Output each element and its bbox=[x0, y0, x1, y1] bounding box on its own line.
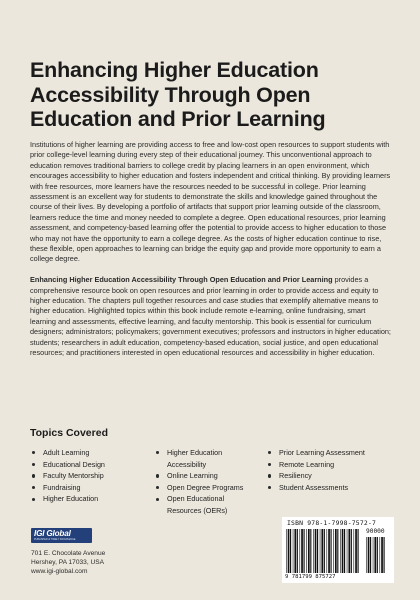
barcode-bar bbox=[324, 529, 325, 573]
barcode-bar bbox=[301, 529, 303, 573]
topics-column-1 bbox=[32, 447, 105, 505]
barcode-bar bbox=[358, 529, 359, 573]
barcode-bar bbox=[300, 529, 301, 573]
barcode-bar bbox=[374, 537, 376, 573]
topic-item bbox=[32, 470, 105, 482]
barcode-bar bbox=[313, 529, 314, 573]
topic-label: Open Degree Programs bbox=[167, 482, 244, 492]
topic-item bbox=[32, 459, 105, 471]
bullet-icon bbox=[32, 486, 35, 489]
topic-label: Resiliency bbox=[279, 471, 312, 481]
topic-label: Adult Learning bbox=[43, 448, 90, 457]
barcode-bar bbox=[317, 529, 318, 573]
topic-item bbox=[156, 482, 243, 494]
bullet-icon bbox=[268, 474, 271, 477]
barcode-bar bbox=[354, 529, 355, 573]
topics-heading: Topics Covered bbox=[30, 427, 108, 439]
topic-label: Prior Learning Assessment bbox=[279, 448, 365, 457]
barcode-bar bbox=[310, 529, 311, 573]
logo-tagline: PUBLISHER of TIMELY KNOWLEDGE bbox=[34, 538, 76, 541]
topic-label: Higher Education bbox=[43, 494, 99, 504]
barcode-bar bbox=[308, 529, 310, 573]
website-link[interactable]: www.igi-global.com bbox=[31, 568, 88, 576]
barcode-bar bbox=[335, 529, 337, 573]
bullet-icon bbox=[32, 463, 35, 466]
barcode-bar bbox=[381, 537, 383, 573]
description-paragraph-2-text: provides a comprehensive resource book on open resources and prior learning in order to provide access and equity to higher education. The chapters pull together resources and case studies that exemplify alternative means to higher education. Highlighted topics within this book include remote e-learning, online fundraising, smart learning and assessments, effective learning, and faculty mentorship. This book is essential for curriculum designers; administrators; policymakers; government executives; professors and instructors in higher education; students; researchers in adult education, competency-based education, social justice, and open educational resources; and practitioners interested in open educational resources and accessibility in higher education. bbox=[30, 275, 391, 358]
publisher-logo bbox=[31, 528, 92, 543]
topic-label-continued: Resources (OERs) bbox=[167, 505, 228, 515]
address-line-1: 701 E. Chocolate Avenue bbox=[31, 550, 106, 557]
topic-item bbox=[32, 482, 105, 494]
topic-label: Open Educational bbox=[167, 494, 225, 504]
barcode-bar bbox=[315, 529, 317, 573]
barcode-bar bbox=[333, 529, 334, 573]
isbn-number: ISBN 978-1-7998-7572-7 bbox=[287, 519, 377, 527]
bullet-icon bbox=[156, 486, 159, 489]
barcode-bar bbox=[344, 529, 345, 573]
barcode-bar bbox=[306, 529, 307, 573]
description-paragraph-1: Institutions of higher learning are providing access to free and low-cost open resources to support students with prior college-level learning during every step of their educational journey. This unconventional approach to education removes traditional barriers to college credit by placing learners in an open environment, which encourages accessibility to higher education and fosters independent and critical thinking. By providing learners with free resources, more learners have the resources needed to be successful in college. Prior learning assessment is an excellent way for students to demonstrate the skills and knowledge gained throughout the course of their lives. By developing a portfolio of artifacts that support prior learning outside of the classroom, learners reduce the time and money needed to complete a degree. Open educational resources, prior learning assessment, and competency-based learning offer the potential to provide access to higher education to those who may not have the opportunity to earn a college degree. As the costs of higher education continue to rise, these flexible, open approaches to learning can bridge the equity gap and provide more opportunity to earn a college degree. bbox=[30, 140, 391, 264]
barcode-bar bbox=[348, 529, 350, 573]
topic-item bbox=[32, 447, 105, 459]
barcode-bar bbox=[384, 537, 385, 573]
topic-item bbox=[156, 470, 243, 482]
book-description bbox=[30, 140, 392, 359]
barcode-bar bbox=[342, 529, 344, 573]
topic-item bbox=[156, 493, 243, 516]
barcode-bar bbox=[340, 529, 341, 573]
barcode-bar bbox=[294, 529, 296, 573]
topic-item bbox=[268, 459, 365, 471]
barcode-bar bbox=[370, 537, 371, 573]
topic-label: Online Learning bbox=[167, 471, 218, 481]
topic-item bbox=[268, 482, 365, 494]
publisher-address bbox=[31, 549, 105, 577]
topic-label: Student Assessments bbox=[279, 482, 349, 492]
addon-barcode-bars bbox=[366, 537, 388, 573]
title-line-2: Accessibility Through Open bbox=[30, 82, 311, 107]
topic-label: Educational Design bbox=[43, 459, 105, 469]
barcode-bar bbox=[377, 537, 378, 573]
bullet-icon bbox=[156, 451, 159, 454]
description-book-title: Enhancing Higher Education Accessibility Through Open Education and Prior Learning bbox=[30, 275, 333, 285]
bullet-icon bbox=[268, 463, 271, 466]
barcode-bar bbox=[355, 529, 357, 573]
topic-label-continued: Accessibility bbox=[167, 459, 207, 469]
barcode-bar bbox=[373, 537, 374, 573]
barcode-bar bbox=[337, 529, 338, 573]
barcode-bar bbox=[320, 529, 321, 573]
barcode-bar bbox=[366, 537, 367, 573]
ean-barcode-bars bbox=[286, 529, 360, 573]
title-line-1: Enhancing Higher Education bbox=[30, 58, 319, 82]
topic-item bbox=[156, 447, 243, 470]
bullet-icon bbox=[268, 451, 271, 454]
isbn-barcode bbox=[282, 517, 394, 583]
barcode-bar bbox=[304, 529, 305, 573]
barcode-bar bbox=[297, 529, 298, 573]
barcode-bar bbox=[327, 529, 328, 573]
barcode-bar bbox=[293, 529, 294, 573]
bullet-icon bbox=[268, 486, 271, 489]
logo-name: IGI Global bbox=[34, 529, 71, 538]
bullet-icon bbox=[32, 474, 35, 477]
barcode-bar bbox=[288, 529, 290, 573]
description-paragraph-2 bbox=[30, 275, 392, 358]
barcode-bar bbox=[321, 529, 323, 573]
book-title bbox=[30, 58, 400, 132]
bullet-icon bbox=[32, 498, 35, 501]
address-line-2: Hershey, PA 17033, USA bbox=[31, 559, 105, 567]
topics-column-2 bbox=[156, 447, 243, 517]
ean-digits: 9 781799 875727 bbox=[285, 574, 336, 580]
price-code: 90000 bbox=[366, 528, 385, 535]
barcode-bar bbox=[368, 537, 370, 573]
barcode-bar bbox=[347, 529, 348, 573]
topic-item bbox=[32, 493, 105, 505]
topics-column-3 bbox=[268, 447, 365, 493]
barcode-bar bbox=[351, 529, 352, 573]
barcode-bar bbox=[380, 537, 381, 573]
barcode-bar bbox=[328, 529, 330, 573]
bullet-icon bbox=[156, 498, 159, 501]
title-line-3: Education and Prior Learning bbox=[30, 107, 326, 131]
topic-label: Remote Learning bbox=[279, 459, 335, 469]
bullet-icon bbox=[156, 474, 159, 477]
barcode-bar bbox=[290, 529, 291, 573]
topic-item bbox=[268, 470, 365, 482]
topic-label: Fundraising bbox=[43, 482, 81, 492]
topic-item bbox=[268, 447, 365, 459]
topic-label: Higher Education bbox=[167, 448, 223, 457]
topic-label: Faculty Mentorship bbox=[43, 471, 104, 481]
bullet-icon bbox=[32, 451, 35, 454]
barcode-bar bbox=[286, 529, 287, 573]
barcode-bar bbox=[331, 529, 332, 573]
